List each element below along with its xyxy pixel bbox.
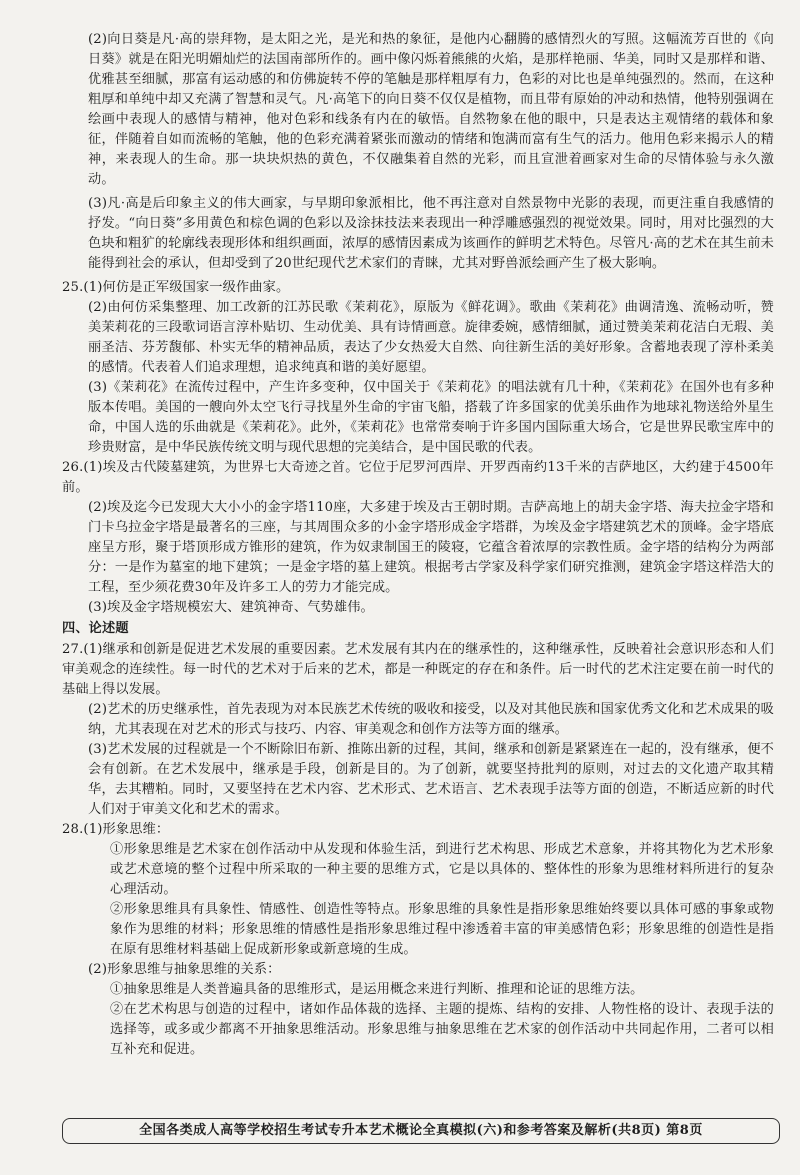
answer-27-3: (3)艺术发展的过程就是一个不断除旧布新、推陈出新的过程，其间，继承和创新是紧紧连在一起的，没有继承，便不会有创新。在艺术发展中，继承是手段，创新是目的。为了创新，就要坚持批判的原则，对过去的文化遗产取其精华，去其糟粕。同时，又要坚持在艺术内容、艺术形式、艺术语言、艺术表现手法等方面的创造，不断适应新的时代人们对于审美文化和艺术的需求。	[88, 742, 775, 817]
answer-28-2-point-1: ①抽象思维是人类普遍具备的思维形式，是运用概念来进行判断、推理和论证的思维方法。	[110, 982, 644, 997]
answer-26-1: 26.(1)埃及古代陵墓建筑，为世界七大奇迹之首。它位于尼罗河西岸、开罗西南约13千米的吉萨地区，大约建于4500年前。	[62, 460, 774, 495]
answer-25-3: (3)《茉莉花》在流传过程中，产生许多变种，仅中国关于《茉莉花》的唱法就有几十种，《茉莉花》在国外也有多种版本传唱。美国的一艘向外太空飞行寻找星外生命的宇宙飞船，搭载了许多国家的优美乐曲作为地球礼物送给外星生命，中国人选的乐曲就是《茉莉花》。此外，《茉莉花》也常常奏响于许多国内国际重大场合，它是世界民歌宝库中的珍贵财富，是中华民族传统文明与现代思想的完美结合，是中国民歌的代表。	[88, 380, 774, 455]
page-footer: 全国各类成人高等学校招生考试专升本艺术概论全真模拟(六)和参考答案及解析(共8页) 第8页	[62, 1118, 780, 1144]
answer-25-1: 25.(1)何仿是正军级国家一级作曲家。	[62, 280, 290, 295]
answer-28-1-point-2: ②形象思维具有具象性、情感性、创造性等特点。形象思维的具象性是指形象思维始终要以具体可感的事象或物象作为思维的材料；形象思维的情感性是指形象思维过程中渗透着丰富的审美感情色彩；形象思维的创造性是指在原有思维材料基础上促成新形象或新意境的生成。	[110, 902, 774, 957]
paragraph-sunflower-3: (3)凡·高是后印象主义的伟大画家，与早期印象派相比，他不再注意对自然景物中光影的表现，而更注重自我感情的抒发。“向日葵”多用黄色和棕色调的色彩以及涂抹技法来表现出一种浮雕感强烈的视觉效果。同时，用对比强烈的大色块和粗犷的轮廓线表现形体和组织画面，浓厚的感情因素成为该画作的鲜明艺术特色。尽管凡·高的艺术在其生前未能得到社会的承认，但却受到了20世纪现代艺术家们的青睐，尤其对野兽派绘画产生了极大影响。	[88, 196, 774, 271]
answer-28-2: (2)形象思维与抽象思维的关系：	[88, 962, 281, 977]
answer-28-1-point-1: ①形象思维是艺术家在创作活动中从发现和体验生活，到进行艺术构思、形成艺术意象，并将其物化为艺术形象或艺术意境的整个过程中所采取的一种主要的思维方式，它是以具体的、整体性的形象为思维材料所进行的复杂心理活动。	[110, 842, 774, 897]
section-heading: 四、论述题	[62, 621, 129, 636]
answer-26-2: (2)埃及迄今已发现大大小小的金字塔110座，大多建于埃及古王朝时期。吉萨高地上的胡夫金字塔、海夫拉金字塔和门卡乌拉金字塔是最著名的三座，与其周围众多的小金字塔形成金字塔群，为埃及金字塔建筑艺术的顶峰。金字塔底座呈方形，聚于塔顶形成方锥形的建筑，作为奴隶制国王的陵寝，它蕴含着浓厚的宗教性质。金字塔的结构分为两部分：一是作为墓室的地下建筑；一是金字塔的墓上建筑。根据考古学家及科学家们研究推测，建筑金字塔这样浩大的工程，至少须花费30年及许多工人的劳力才能完成。	[88, 500, 774, 595]
answer-27-2: (2)艺术的历史继承性，首先表现为对本民族艺术传统的吸收和接受，以及对其他民族和国家优秀文化和艺术成果的吸纳，尤其表现在对艺术的形式与技巧、内容、审美观念和创作方法等方面的继承。	[88, 702, 775, 737]
paragraph-sunflower-2: (2)向日葵是凡·高的崇拜物，是太阳之光，是光和热的象征，是他内心翻腾的感情烈火的写照。这幅流芳百世的《向日葵》就是在阳光明媚灿烂的法国南部所作的。画中像闪烁着熊熊的火焰，是那样艳丽、华美，同时又是那样和谐、优雅甚至细腻，那富有运动感的和仿佛旋转不停的笔触是那样粗厚有力，色彩的对比也是单纯强烈的。然而，在这种粗厚和单纯中却又充满了智慧和灵气。凡·高笔下的向日葵不仅仅是植物，而且带有原始的冲动和热情，他特别强调在绘画中表现人的感情与精神，他对色彩和线条有内在的敏悟。自然物象在他的眼中，只是表达主观情绪的载体和象征，伴随着自如而流畅的笔触，他的色彩充满着紧张而激动的情绪和饱满而富有生气的活力。他用色彩来揭示人的精神，来表现人的生命。那一块块炽热的黄色，不仅融集着自然的光彩，而且宣泄着画家对生命的尽情体验与永久激动。	[88, 32, 774, 187]
answer-28-1: 28.(1)形象思维：	[62, 822, 170, 837]
answer-27-1: 27.(1)继承和创新是促进艺术发展的重要因素。艺术发展有其内在的继承性的，这种继承性，反映着社会意识形态和人们审美观念的连续性。每一时代的艺术对于后来的艺术，都是一种既定的存在和条件。后一时代的艺术注定要在前一时代的基础上得以发展。	[62, 642, 774, 697]
answer-26-3: (3)埃及金字塔规模宏大、建筑神奇、气势雄伟。	[88, 600, 374, 615]
answer-28-2-point-2: ②在艺术构思与创造的过程中，诸如作品体裁的选择、主题的提炼、结构的安排、人物性格的设计、表现手法的选择等，或多或少都离不开抽象思维活动。形象思维与抽象思维在艺术家的创作活动中共同起作用，二者可以相互补充和促进。	[110, 1002, 774, 1057]
answer-content	[62, 30, 774, 1060]
answer-25-2: (2)由何仿采集整理、加工改新的江苏民歌《茉莉花》，原版为《鲜花调》。歌曲《茉莉花》曲调清逸、流畅动听，赞美茉莉花的三段歌词语言淳朴贴切、生动优美、具有诗情画意。旋律委婉，感情细腻，通过赞美茉莉花洁白无瑕、美丽圣洁、芬芳馥郁、朴实无华的精神品质，表达了少女热爱大自然、向往新生活的美好形象。含蓄地表现了淳朴柔美的感情。代表着人们追求理想，追求纯真和谐的美好愿望。	[88, 300, 774, 375]
